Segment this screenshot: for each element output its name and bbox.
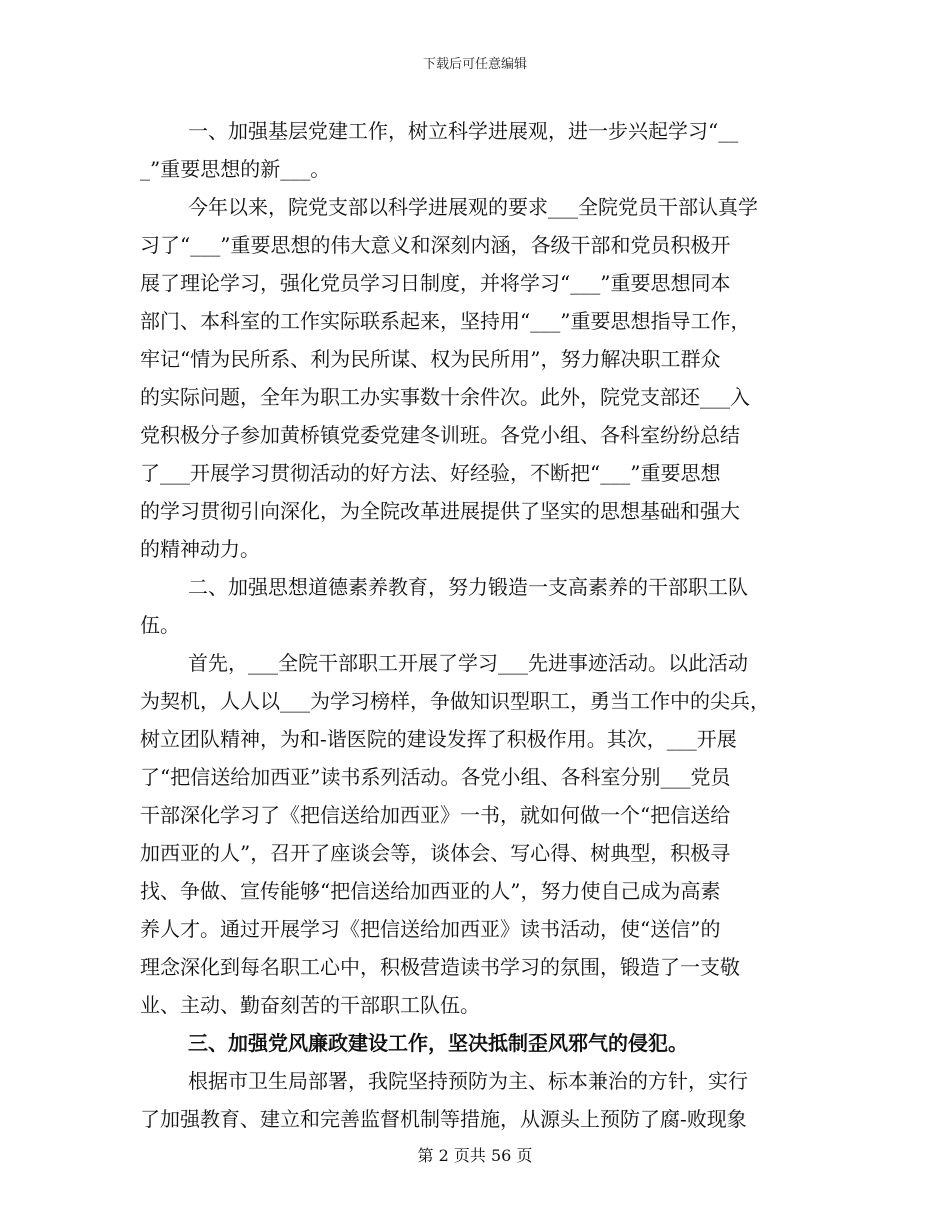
text-line: _”重要思想的新___。: [140, 157, 331, 181]
text-line: 首先，___全院干部职工开展了学习___先进事迹活动。以此活动: [188, 651, 748, 675]
text-line: 部门、本科室的工作实际联系起来，坚持用“___”重要思想指导工作，: [140, 309, 751, 333]
text-line: 一、加强基层党建工作，树立科学进展观，进一步兴起学习“__: [188, 119, 739, 143]
text-line: 了___开展学习贯彻活动的好方法、好经验，不断把“___”重要思想: [140, 461, 721, 485]
text-line: 业、主动、勤奋刻苦的干部职工队伍。: [140, 993, 480, 1017]
text-line: 习了“___”重要思想的伟大意义和深刻内涵，各级干部和党员积极开: [140, 233, 731, 257]
text-line: 树立团队精神，为和-谐医院的建设发挥了积极作用。其次，___开展: [140, 727, 737, 751]
text-line: 加西亚的人”，召开了座谈会等，谈体会、写心得、树典型，积极寻: [140, 841, 731, 865]
body-paragraph-1: [140, 188, 820, 568]
section-heading-3: [140, 1024, 820, 1062]
text-line: 展了理论学习，强化党员学习日制度，并将学习“___”重要思想同本: [140, 271, 731, 295]
page-number: 第 2 页共 56 页: [417, 1146, 533, 1165]
text-line: 牢记“情为民所系、利为民所谋、权为民所用”，努力解决职工群众: [140, 347, 721, 371]
text-line: 找、争做、宣传能够“把信送给加西亚的人”，努力使自己成为高素: [140, 879, 721, 903]
text-line: 三、加强党风廉政建设工作，坚决抵制歪风邪气的侵犯。: [188, 1031, 688, 1055]
document-body: [140, 112, 820, 1138]
text-line: 二、加强思想道德素养教育，努力锻造一支高素养的干部职工队: [188, 575, 748, 599]
text-line: 为契机，人人以___为学习榜样，争做知识型职工，勇当工作中的尖兵，: [140, 689, 770, 713]
text-line: 的学习贯彻引向深化，为全院改革进展提供了坚实的思想基础和强大: [140, 499, 740, 523]
text-line: 理念深化到每名职工心中，积极营造读书学习的氛围，锻造了一支敬: [140, 955, 740, 979]
page-header-note: 下载后可任意编辑: [422, 57, 527, 72]
text-line: 今年以来，院党支部以科学进展观的要求___全院党员干部认真学: [188, 195, 758, 219]
text-line: 的精神动力。: [140, 537, 260, 561]
text-line: 了“把信送给加西亚”读书系列活动。各党小组、各科室分别___党员: [140, 765, 731, 789]
text-line: 伍。: [140, 613, 180, 637]
section-heading-2: [140, 568, 820, 644]
text-line: 干部深化学习了《把信送给加西亚》一书，就如何做一个“把信送给: [140, 803, 731, 827]
text-line: 养人才。通过开展学习《把信送给加西亚》读书活动，使“送信”的: [140, 917, 721, 941]
text-line: 的实际问题，全年为职工办实事数十余件次。此外，院党支部还___入: [140, 385, 750, 409]
text-line: 了加强教育、建立和完善监督机制等措施，从源头上预防了腐-败现象: [140, 1107, 747, 1131]
body-paragraph-2: [140, 644, 820, 1024]
text-line: 根据市卫生局部署，我院坚持预防为主、标本兼治的方针，实行: [188, 1069, 748, 1093]
section-heading-1: [140, 112, 820, 188]
text-line: 党积极分子参加黄桥镇党委党建冬训班。各党小组、各科室纷纷总结: [140, 423, 740, 447]
body-paragraph-3: [140, 1062, 820, 1138]
